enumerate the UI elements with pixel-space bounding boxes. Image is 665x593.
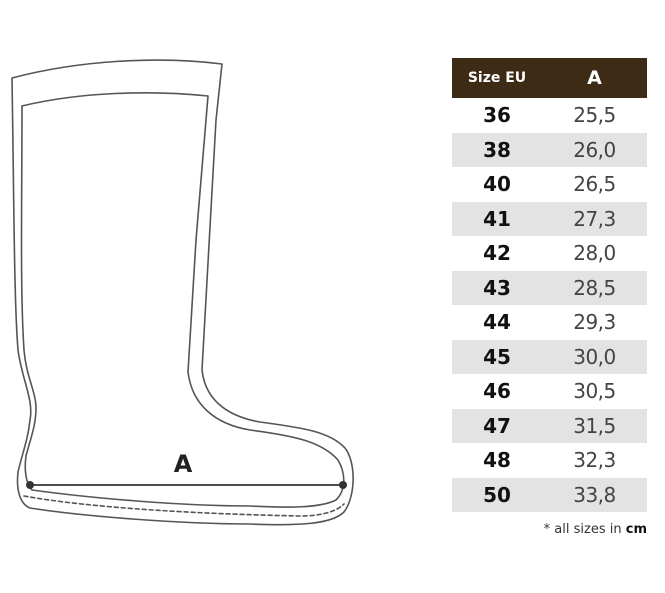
size-cell: 48 bbox=[483, 448, 511, 473]
table-row bbox=[452, 202, 647, 237]
size-cell: 41 bbox=[452, 202, 542, 237]
measure-label-a: A bbox=[173, 450, 193, 478]
size-cell: 40 bbox=[483, 172, 511, 197]
table-row bbox=[452, 443, 647, 478]
measurement-a-cell: 29,3 bbox=[573, 310, 616, 335]
size-cell: 50 bbox=[452, 478, 542, 513]
measurement-a-cell: 25,5 bbox=[573, 103, 616, 128]
table-row bbox=[452, 340, 647, 375]
measurement-a-cell: 28,5 bbox=[542, 271, 647, 306]
measurement-a-cell: 33,8 bbox=[542, 478, 647, 513]
size-cell: 44 bbox=[483, 310, 511, 335]
footnote-prefix: * all sizes in bbox=[543, 522, 626, 537]
table-row bbox=[452, 167, 647, 202]
table-row bbox=[452, 305, 647, 340]
measurement-a-cell: 26,5 bbox=[573, 172, 616, 197]
measurement-a-cell: 26,0 bbox=[542, 133, 647, 168]
header-size-eu: Size EU bbox=[452, 58, 542, 98]
measure-end-dot bbox=[339, 481, 347, 489]
measurement-a-cell: 30,5 bbox=[573, 379, 616, 404]
boot-inner-outline bbox=[22, 93, 344, 507]
table-row bbox=[452, 271, 647, 306]
measure-start-dot bbox=[26, 481, 34, 489]
size-cell: 42 bbox=[483, 241, 511, 266]
size-cell: 45 bbox=[452, 340, 542, 375]
table-row bbox=[452, 133, 647, 168]
table-row bbox=[452, 236, 647, 271]
size-cell: 46 bbox=[483, 379, 511, 404]
measurement-a-cell: 32,3 bbox=[573, 448, 616, 473]
measurement-a-cell: 27,3 bbox=[542, 202, 647, 237]
measurement-a-cell: 30,0 bbox=[542, 340, 647, 375]
table-row bbox=[452, 374, 647, 409]
footnote-unit: cm bbox=[625, 522, 647, 537]
size-cell: 43 bbox=[452, 271, 542, 306]
size-cell: 38 bbox=[452, 133, 542, 168]
size-cell: 36 bbox=[483, 103, 511, 128]
header-a: A bbox=[542, 58, 647, 98]
measurement-a-cell: 28,0 bbox=[573, 241, 616, 266]
measurement-a-cell: 31,5 bbox=[542, 409, 647, 444]
size-chart-table bbox=[452, 58, 647, 512]
table-row bbox=[452, 409, 647, 444]
table-header-row bbox=[452, 58, 647, 98]
table-row bbox=[452, 478, 647, 513]
table-row bbox=[452, 98, 647, 133]
footnote bbox=[544, 522, 647, 537]
size-table-body bbox=[452, 98, 647, 512]
size-cell: 47 bbox=[452, 409, 542, 444]
